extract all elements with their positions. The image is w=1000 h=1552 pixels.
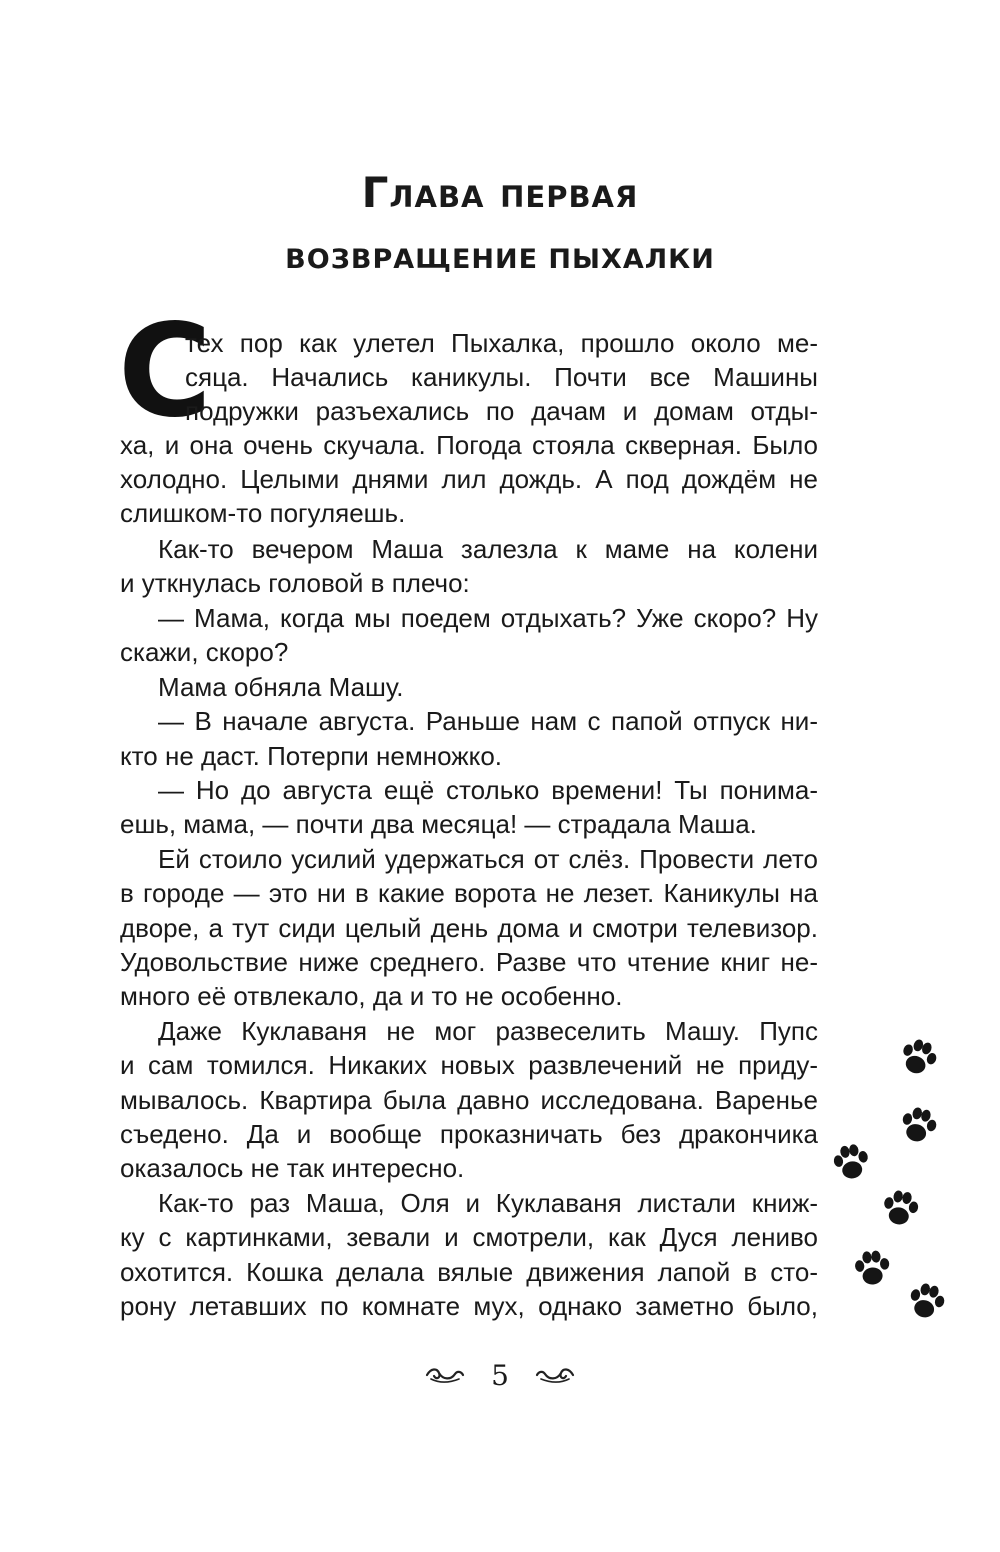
paw-print-icon	[848, 1245, 896, 1293]
text-line: — Мама, когда мы поедем отдыхать? Уже скоро? Ну	[158, 603, 818, 633]
text-line: — Но до августа ещё столько времени! Ты понима-	[158, 775, 818, 805]
drop-cap: С	[118, 297, 212, 446]
text-line: ешь, мама, — почти два месяца! — страдала Маша.	[120, 809, 757, 839]
chapter-subtitle: ВОЗВРАЩЕНИЕ ПЫХАЛКИ	[285, 244, 715, 275]
text-line: дворе, а тут сиди целый день дома и смотри телевизор.	[120, 913, 818, 943]
text-line: — В начале августа. Раньше нам с папой отпуск ни-	[158, 706, 818, 736]
ornament-swirl-icon	[535, 1365, 575, 1385]
text-line: ха, и она очень скучала. Погода стояла скверная. Было	[120, 430, 818, 460]
paw-print-icon	[891, 1099, 945, 1153]
paw-print-icon	[890, 1030, 946, 1086]
text-line: Даже Куклаваня не мог развеселить Машу. Пупс	[158, 1016, 818, 1046]
text-line: съедено. Да и вообще проказничать без дракончика	[120, 1119, 818, 1149]
text-line: Мама обняла Машу.	[158, 672, 404, 702]
page-number: 5	[491, 1358, 509, 1392]
paw-print-icon	[875, 1184, 926, 1235]
chapter-title: Глава первая	[361, 168, 639, 217]
text-line: в городе — это ни в какие ворота не лезет. Каникулы на	[120, 878, 818, 908]
text-line: кто не даст. Потерпи немножко.	[120, 741, 503, 771]
text-line: мывалось. Квартира была давно исследована. Варенье	[120, 1085, 818, 1115]
text-line: охотится. Кошка делала вялые движения лапой в сто-	[120, 1257, 818, 1287]
text-line: оказалось не так интересно.	[120, 1153, 465, 1183]
text-line: скажи, скоро?	[120, 637, 289, 667]
text-line: подружки разъехались по дачам и домам отды-	[185, 396, 818, 426]
text-line: и уткнулась головой в плечо:	[120, 568, 470, 598]
text-line: и сам томился. Никаких новых развлечений не приду-	[120, 1050, 818, 1080]
text-line: Ей стоило усилий удержаться от слёз. Провести лето	[158, 844, 818, 874]
text-line: много её отвлекало, да и то не особенно.	[120, 981, 623, 1011]
text-line: ку с картинками, зевали и смотрели, как Дуся лениво	[120, 1222, 818, 1252]
paw-print-icon	[826, 1138, 877, 1189]
text-line: рону летавших по комнате мух, однако заметно было,	[120, 1291, 818, 1321]
paw-print-icon	[899, 1275, 953, 1329]
text-line: Как-то раз Маша, Оля и Куклаваня листали книж-	[158, 1188, 818, 1218]
text-line: слишком-то погуляешь.	[120, 498, 406, 528]
page-footer	[0, 1355, 1000, 1395]
text-line: сяца. Начались каникулы. Почти все Машины	[185, 362, 818, 392]
ornament-swirl-icon	[425, 1365, 465, 1385]
text-line: холодно. Целыми днями лил дождь. А под дождём не	[120, 464, 818, 494]
text-line: тех пор как улетел Пыхалка, прошло около ме-	[185, 328, 818, 358]
text-line: Как-то вечером Маша залезла к маме на колени	[158, 534, 818, 564]
text-line: Удовольствие ниже среднего. Разве что чтение книг не-	[120, 947, 818, 977]
